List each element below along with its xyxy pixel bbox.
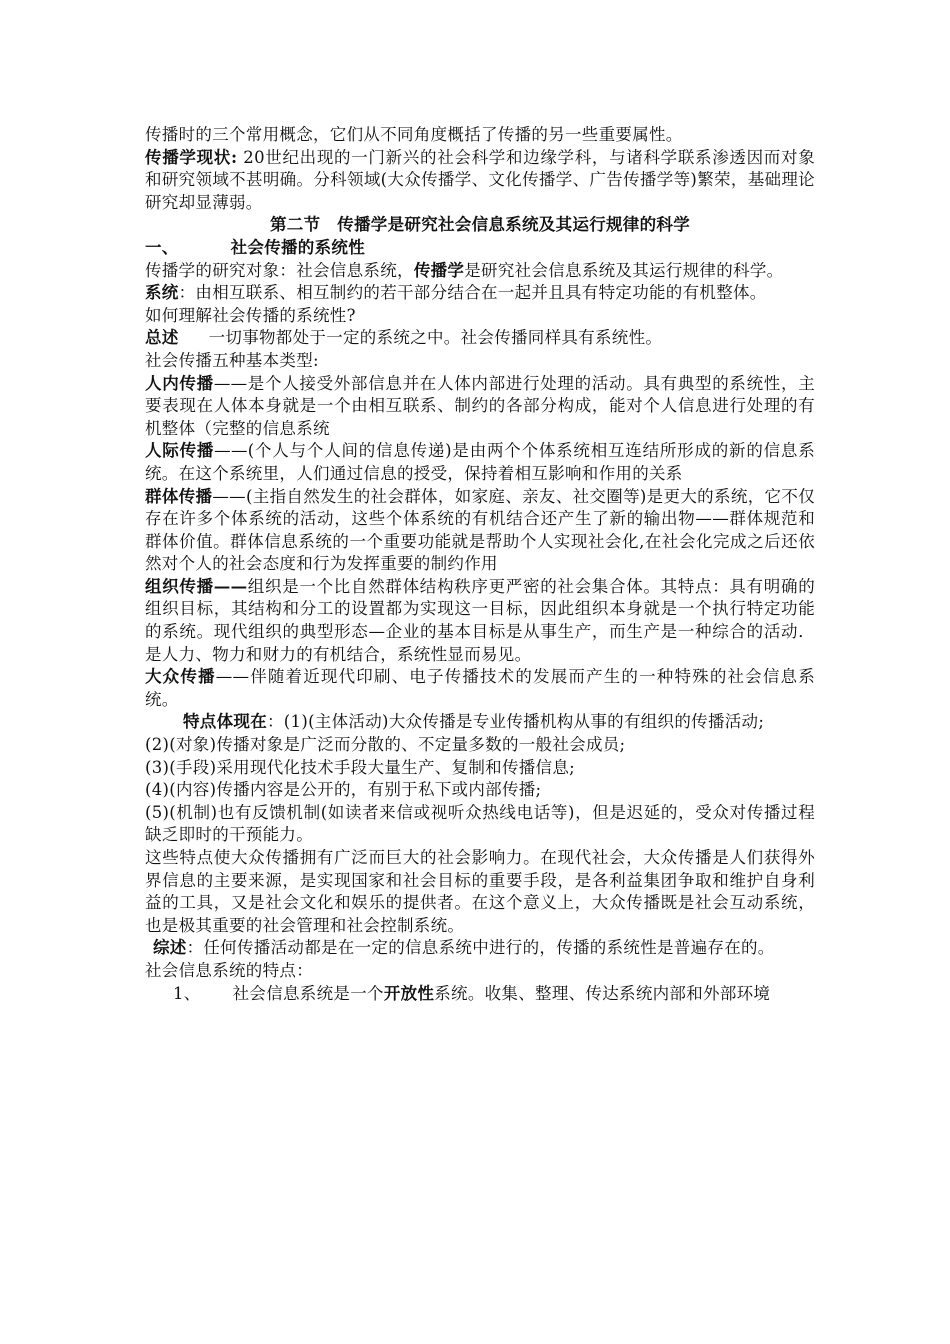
research-object-text-a: 传播学的研究对象：社会信息系统，: [145, 260, 414, 280]
feature-item-5: (5)(机制)也有反馈机制(如读者来信或视听众热线电话等)，但是迟延的，受众对传播过程缺乏即时的干预能力。: [145, 802, 815, 845]
paragraph-mass: [145, 666, 815, 711]
research-object-text-b: 是研究社会信息系统及其运行规律的科学。: [464, 260, 784, 280]
interpersonal-text: ——(个人与个人间的信息传递)是由两个个体系统相互连结所形成的新的信息系统。在这个系统里，人们通过信息的授受，保持着相互影响和作用的关系: [145, 441, 815, 483]
section-title: 第二节 传播学是研究社会信息系统及其运行规律的科学: [270, 215, 690, 235]
paragraph-influence: 这些特点使大众传播拥有广泛而巨大的社会影响力。在现代社会，大众传播是人们获得外界信息的主要来源，是实现国家和社会目标的重要手段，是各利益集团争取和维护自身利益的工具，又是社会文化和娱乐的提供者。在这个意义上，大众传播既是社会互动系统，也是极其重要的社会管理和社会控制系统。: [145, 848, 815, 935]
mass-text: ——伴随着近现代印刷、电子传播技术的发展而产生的一种特殊的社会信息系统。: [145, 667, 816, 709]
paragraph-overview: [145, 327, 815, 350]
organizational-label: 组织传播——: [145, 576, 248, 596]
intrapersonal-text: ——是个人接受外部信息并在人体内部进行处理的活动。具有典型的系统性，主要表现在人体本身就是一个由相互联系、制约的各部分构成，能对个人信息进行处理的有机整体（完整的信息系统: [145, 373, 816, 438]
interpersonal-label: 人际传播: [145, 441, 215, 461]
group-label: 群体传播: [145, 486, 213, 506]
paragraph-five-types: 社会传播五种基本类型:: [145, 350, 319, 370]
paragraph-features: [145, 711, 815, 734]
paragraph-question: 如何理解社会传播的系统性?: [145, 305, 356, 325]
subsection-number: 一、: [145, 237, 179, 257]
status-label: 传播学现状:: [145, 147, 238, 167]
paragraph-research-object: [145, 260, 815, 283]
feature-item-3: (3)(手段)采用现代化技术手段大量生产、复制和传播信息;: [145, 757, 576, 777]
subsection-title: [145, 237, 815, 260]
overview-text: 一切事物都处于一定的系统之中。社会传播同样具有系统性。: [208, 328, 663, 348]
feature-item-2: (2)(对象)传播对象是广泛而分散的、不定量多数的一般社会成员;: [145, 735, 626, 755]
paragraph-features-heading: 社会信息系统的特点：: [145, 960, 313, 980]
document-page: [145, 124, 815, 1005]
paragraph-interpersonal: [145, 440, 815, 485]
paragraph-summary: [145, 937, 815, 960]
paragraph-status: [145, 147, 815, 215]
summary-text: ：任何传播活动都是在一定的信息系统中进行的，传播的系统性是普遍存在的。: [186, 938, 775, 958]
summary-label: 综述: [153, 938, 187, 958]
overview-label: 总述: [145, 328, 179, 348]
paragraph-intro: 传播时的三个常用概念，它们从不同角度概括了传播的另一些重要属性。: [145, 125, 683, 144]
system-text: ：由相互联系、相互制约的若干部分结合在一起并且具有特定功能的有机整体。: [178, 283, 767, 303]
status-text: 20世纪出现的一门新兴的社会科学和边缘学科，与诸科学联系渗透因而对象和研究领域不甚明确。分科领域(大众传播学、文化传播学、广告传播学等)繁荣，基础理论研究却显薄弱。: [145, 147, 815, 212]
open-system-text-b: 系统。收集、整理、传达系统内部和外部环境: [434, 983, 771, 1003]
research-object-term: 传播学: [413, 260, 465, 280]
paragraph-open-system: [145, 983, 815, 1006]
feature-item-4: (4)(内容)传播内容是公开的，有别于私下或内部传播;: [145, 780, 542, 800]
open-system-term: 开放性: [383, 983, 435, 1003]
system-label: 系统: [145, 283, 179, 303]
paragraph-system-definition: [145, 282, 815, 305]
intrapersonal-label: 人内传播: [145, 373, 214, 393]
organizational-text: 组织是一个比自然群体结构秩序更严密的社会集合体。其特点：具有明确的组织目标，其结构和分工的设置都为实现这一目标，因此组织本身就是一个执行特定功能的系统。现代组织的典型形态—企业的基本目标是从事生产，而生产是一种综合的活动．是人力、物力和财力的有机结合，系统性显而易见。: [145, 576, 815, 664]
features-text: ：(1)(主体活动)大众传播是专业传播机构从事的有组织的传播活动;: [267, 712, 765, 732]
open-system-number: 1、: [173, 983, 201, 1003]
open-system-text-a: 社会信息系统是一个: [232, 983, 384, 1003]
mass-label: 大众传播: [145, 667, 216, 687]
paragraph-intrapersonal: [145, 373, 815, 441]
group-text: ——(主指自然发生的社会群体，如家庭、亲友、社交圈等)是更大的系统，它不仅存在许多个体系统的活动，这些个体系统的有机结合还产生了新的输出物——群体规范和群体价值。群体信息系统的一个重要功能就是帮助个人实现社会化,在社会化完成之后还依然对个人的社会态度和行为发挥重要的制约作用: [145, 486, 815, 574]
paragraph-group: [145, 486, 815, 576]
paragraph-organizational: [145, 576, 815, 666]
subsection-label: 社会传播的系统性: [230, 237, 366, 257]
features-label: 特点体现在: [183, 712, 267, 732]
